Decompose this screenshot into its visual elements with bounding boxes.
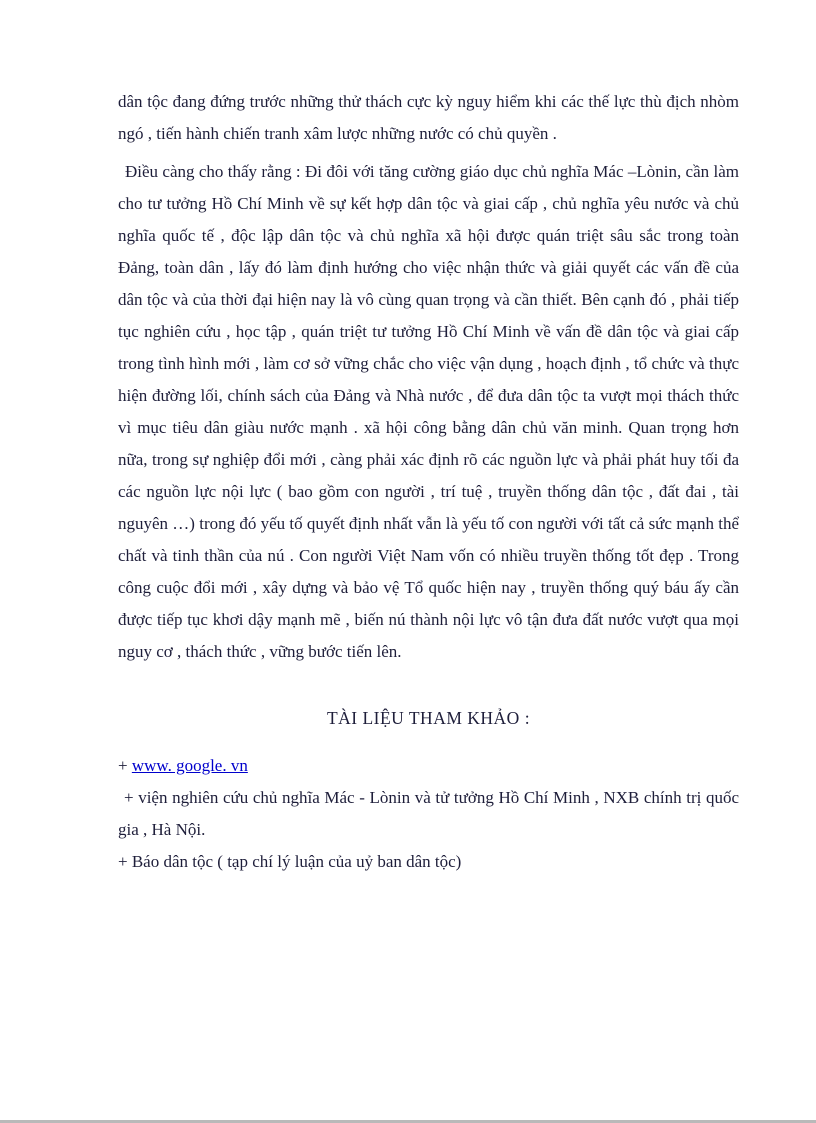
reference-item: + viện nghiên cứu chủ nghĩa Mác - Lònin và tử tưởng Hồ Chí Minh , NXB chính trị quốc gia , Hà Nội.: [118, 788, 739, 839]
reference-bullet: +: [118, 756, 132, 775]
references-heading: TÀI LIỆU THAM KHẢO :: [326, 708, 531, 728]
body-paragraph: Điều càng cho thấy rằng : Đi đôi với tăng cường giáo dục chủ nghĩa Mác –Lònin, cần làm cho tư tưởng Hồ Chí Minh về sự kết hợp dân tộc và giai cấp , chủ nghĩa yêu nước và chủ nghĩa quốc tế , độc lập dân tộc và chủ nghĩa xã hội được quán triệt sâu sắc trong toàn Đảng, toàn dân , lấy đó làm định hướng cho việc nhận thức và giải quyết các vấn đề của dân tộc và của thời đại hiện nay là vô cùng quan trọng và cần thiết. Bên cạnh đó , phải tiếp tục nghiên cứu , học tập , quán triệt tư tưởng Hồ Chí Minh về vấn đề dân tộc và giai cấp trong tình hình mới , làm cơ sở vững chắc cho việc vận dụng , hoạch định , tổ chức và thực hiện đường lối, chính sách của Đảng và Nhà nước , để đưa dân tộc ta vượt mọi thách thức vì mục tiêu dân giàu nước mạnh . xã hội công bằng dân chủ văn minh. Quan trọng hơn nữa, trong sự nghiệp đổi mới , càng phải xác định rõ các nguồn lực và phải phát huy tối đa các nguồn lực nội lực ( bao gồm con người , trí tuệ , truyền thống dân tộc , đất đai , tài nguyên …) trong đó yếu tố quyết định nhất vẫn là yếu tố con người với tất cả sức mạnh thể chất và tinh thần của nú . Con người Việt Nam vốn có nhiều truyền thống tốt đẹp . Trong công cuộc đổi mới , xây dựng và bảo vệ Tổ quốc hiện nay , truyền thống quý báu ấy cần được tiếp tục khơi dậy mạnh mẽ , biến nú thành nội lực vô tận đưa đất nước vượt qua mọi nguy cơ , thách thức , vững bước tiến lên.: [118, 162, 739, 661]
reference-item: [118, 750, 739, 782]
body-paragraph: dân tộc đang đứng trước những thử thách cực kỳ nguy hiểm khi các thế lực thù địch nhòm ngó , tiến hành chiến tranh xâm lược những nước có chủ quyền .: [118, 92, 739, 143]
reference-item: + Báo dân tộc ( tạp chí lý luận của uỷ ban dân tộc): [118, 852, 462, 871]
google-link[interactable]: www. google. vn: [131, 756, 248, 775]
document-content: [118, 86, 739, 878]
